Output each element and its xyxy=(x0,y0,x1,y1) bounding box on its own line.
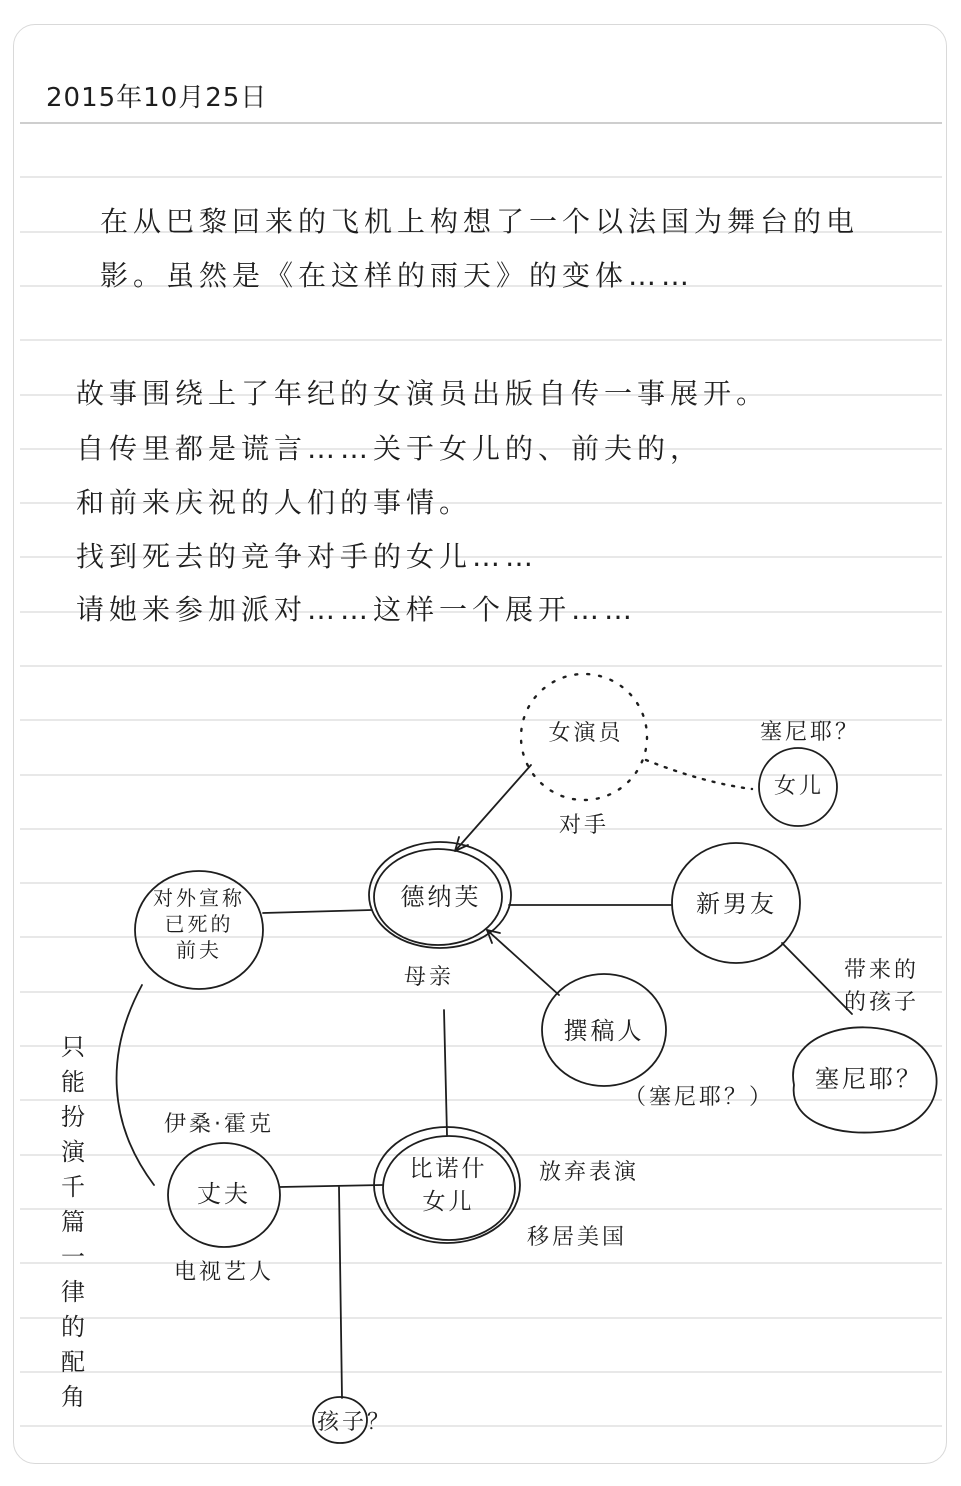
paragraph1-line2: 影。虽然是《在这样的雨天》的变体…… xyxy=(100,259,695,292)
rival-label: 对手 xyxy=(559,813,610,838)
new-boyfriend-label: 新男友 xyxy=(696,890,777,918)
binoche-line1: 比诺什 xyxy=(409,1156,488,1182)
paragraph1-line1: 在从巴黎回来的飞机上构想了一个以法国为舞台的电 xyxy=(100,205,860,238)
writer-label: 撰稿人 xyxy=(563,1017,645,1045)
boyfriend-child-link xyxy=(782,943,852,1014)
ex-husband-label xyxy=(134,885,264,963)
sarnie-label-2: 塞尼耶？ xyxy=(815,1065,923,1093)
ex-husband-link xyxy=(263,910,372,913)
ex-husband-line2: 已死的 xyxy=(164,912,234,936)
child-link xyxy=(339,1187,342,1398)
paragraph2-line3: 和前来庆祝的人们的事情。 xyxy=(76,486,473,519)
child-question-label: 孩子？ xyxy=(317,1410,393,1435)
paragraph2-line2: 自传里都是谎言……关于女儿的、前夫的， xyxy=(76,432,704,465)
binoche-line2: 女儿 xyxy=(422,1189,475,1215)
mother-label: 母亲 xyxy=(404,965,455,990)
moved-us-label: 移居美国 xyxy=(527,1225,628,1250)
rival-to-deneuve-arrow xyxy=(455,765,531,851)
notebook-page xyxy=(13,24,947,1464)
entry-date: 2015年10月25日 xyxy=(46,83,268,113)
paragraph2-line1: 故事围绕上了年纪的女演员出版自传一事展开。 xyxy=(76,377,770,410)
brought-child-line1: 带来的 xyxy=(844,958,920,983)
brought-child-line2: 的孩子 xyxy=(844,990,920,1015)
daughter-small-label: 女儿 xyxy=(773,774,824,799)
quit-acting-label: 放弃表演 xyxy=(539,1160,640,1185)
husband-label: 丈夫 xyxy=(197,1180,251,1208)
binoche-label xyxy=(386,1153,511,1219)
rival-daughter-dotted-link xyxy=(646,760,752,789)
ex-husband-line3: 前夫 xyxy=(176,938,222,962)
paragraph2-line5: 请她来参加派对……这样一个展开…… xyxy=(76,593,638,626)
ex-husband-line1: 对外宣称 xyxy=(153,886,245,910)
ethan-hawke-label: 伊桑·霍克 xyxy=(164,1112,274,1137)
deneuve-binoche-link xyxy=(444,1010,447,1135)
rival-actress-label: 女演员 xyxy=(548,721,624,746)
writer-note: （塞尼耶？） xyxy=(624,1085,775,1110)
ex-husband-to-husband-curve xyxy=(117,985,154,1185)
husband-binoche-link xyxy=(280,1185,382,1187)
deneuve-label: 德纳芙 xyxy=(400,883,482,911)
vertical-note: 只能扮演千篇一律的配角 xyxy=(61,1033,85,1411)
paragraph2-line4: 找到死去的竞争对手的女儿…… xyxy=(76,540,539,573)
tv-artist-label: 电视艺人 xyxy=(174,1260,275,1285)
sarnie-question-1: 塞尼耶？ xyxy=(760,720,861,745)
brought-child-label xyxy=(844,955,934,1019)
writer-to-deneuve-arrow xyxy=(487,930,559,995)
